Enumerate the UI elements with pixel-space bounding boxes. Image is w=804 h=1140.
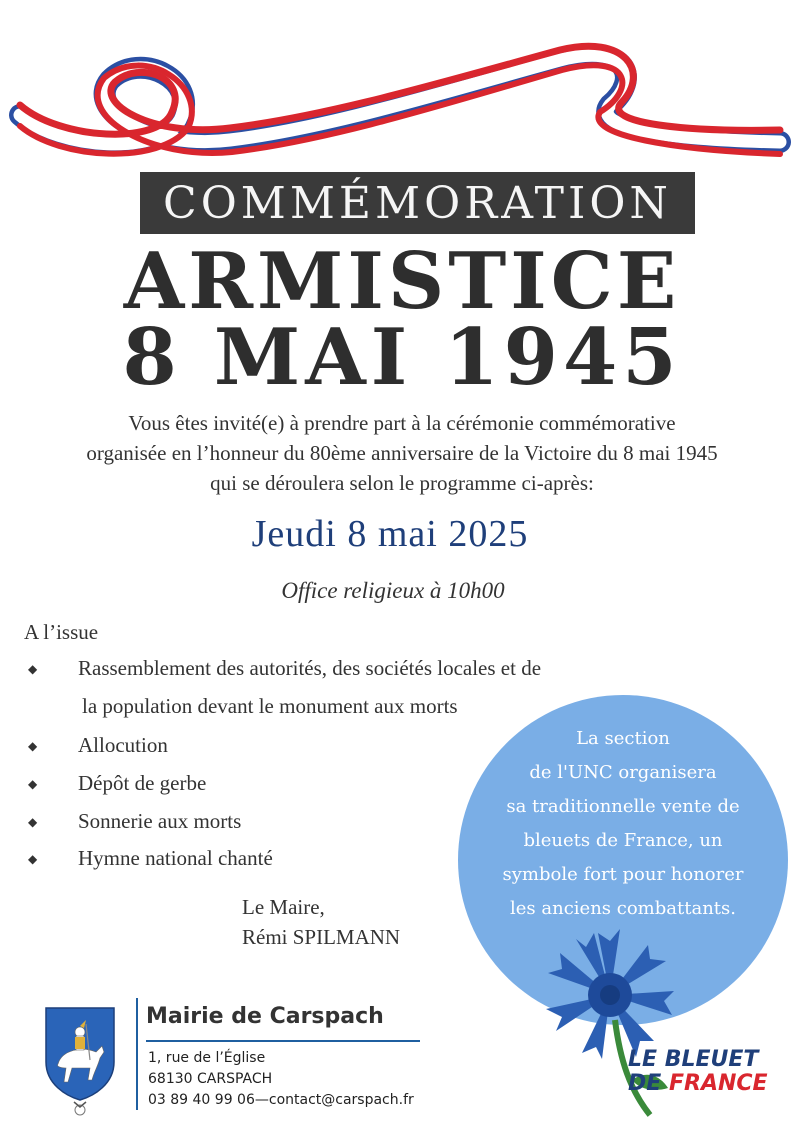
logo-line-1: LE BLEUET — [628, 1047, 759, 1072]
mairie-underline — [146, 1040, 420, 1042]
intro-line: organisée en l’honneur du 80ème anniversaire de la Victoire du 8 mai 1945 — [86, 441, 718, 465]
mairie-name: Mairie de Carspach — [146, 1004, 384, 1029]
bleuet-message — [480, 722, 766, 926]
address-line: 1, rue de l’Église — [148, 1050, 266, 1066]
bleuet-line: La section — [576, 728, 670, 749]
mayor-role: Le Maire, — [242, 895, 325, 919]
program-item-label: Hymne national chanté — [78, 846, 273, 870]
logo-de: DE — [628, 1071, 662, 1096]
mairie-divider — [136, 998, 138, 1110]
logo-line-2 — [628, 1072, 768, 1096]
coat-of-arms-icon — [42, 1002, 118, 1120]
intro-line: qui se déroulera selon le programme ci-après: — [210, 471, 594, 495]
diamond-bullet-icon: ◆ — [28, 852, 38, 866]
logo-france: FRANCE — [668, 1071, 768, 1096]
program-item-label: Allocution — [78, 733, 168, 757]
intro-line: Vous êtes invité(e) à prendre part à la cérémonie commémorative — [128, 411, 676, 435]
diamond-bullet-icon: ◆ — [28, 662, 38, 676]
bleuet-line: bleuets de France, un — [523, 830, 723, 851]
after-label: A l’issue — [24, 620, 99, 644]
bleuet-line: les anciens combattants. — [510, 898, 736, 919]
mairie-address — [148, 1048, 414, 1111]
event-date: Jeudi 8 mai 2025 — [251, 513, 529, 555]
mayor-signature — [242, 892, 400, 952]
program-item-label: Sonnerie aux morts — [78, 809, 242, 833]
diamond-bullet-icon: ◆ — [28, 815, 38, 829]
main-title: ARMISTICE — [123, 236, 681, 327]
bleuet-de-france-logo — [628, 1048, 768, 1096]
program-item-label: Rassemblement des autorités, des sociétés locales et de — [78, 656, 542, 680]
bleuet-line: symbole fort pour honorer — [502, 864, 744, 885]
intro-paragraph — [30, 408, 774, 498]
diamond-bullet-icon: ◆ — [28, 777, 38, 791]
contact-line[interactable]: 03 89 40 99 06—contact@carspach.fr — [148, 1092, 414, 1108]
date-title: 8 MAI 1945 — [122, 312, 682, 403]
banner-text: COMMÉMORATION — [163, 177, 672, 229]
tricolor-ribbon — [0, 20, 804, 180]
office-time: Office religieux à 10h00 — [281, 578, 505, 603]
diamond-bullet-icon: ◆ — [28, 739, 38, 753]
bleuet-line: sa traditionnelle vente de — [506, 796, 740, 817]
program-item-label: Dépôt de gerbe — [78, 771, 207, 795]
title-banner — [140, 172, 695, 234]
bleuet-line: de l'UNC organisera — [529, 762, 717, 783]
mayor-name: Rémi SPILMANN — [242, 925, 401, 949]
address-line: 68130 CARSPACH — [148, 1071, 273, 1087]
program-item-label: la population devant le monument aux morts — [82, 694, 458, 718]
